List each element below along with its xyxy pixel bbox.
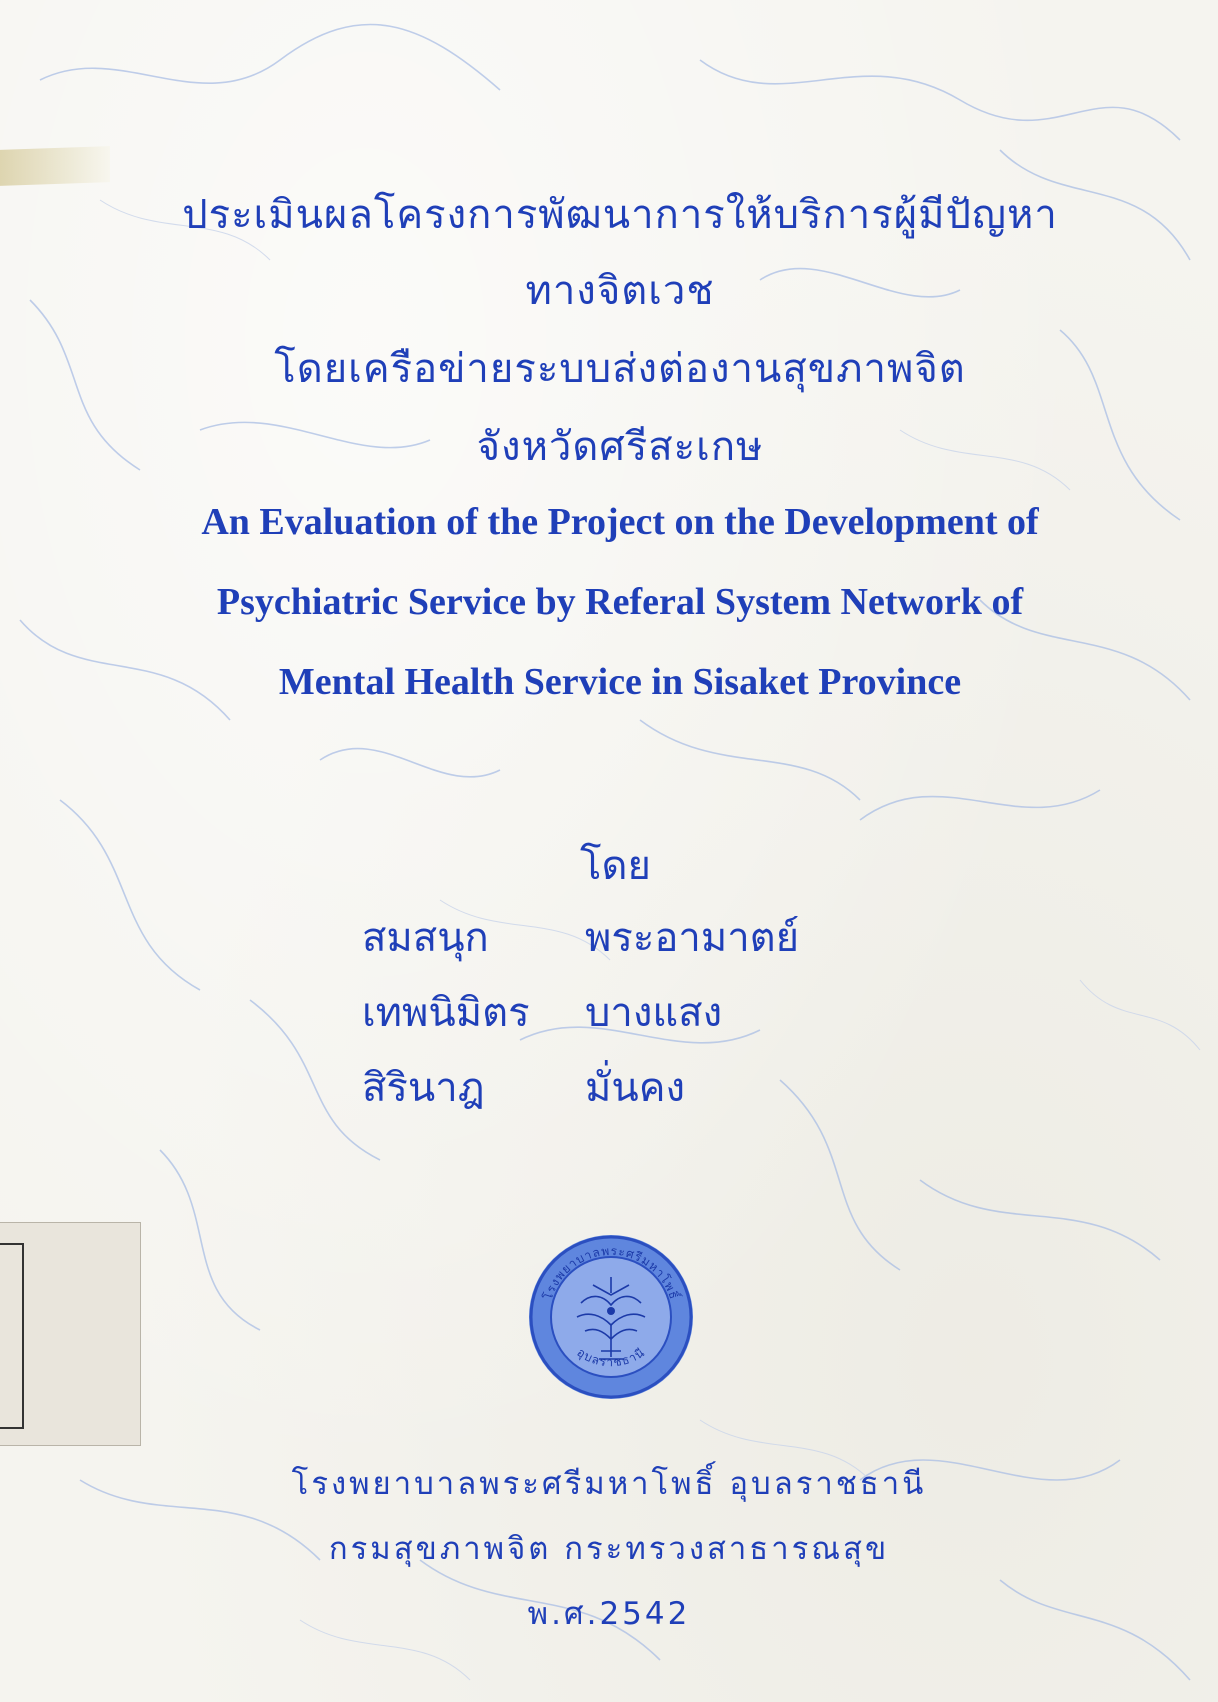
author-row bbox=[0, 905, 1218, 965]
author-first-name: สิรินาฎ bbox=[362, 1065, 485, 1111]
library-spine-label bbox=[0, 1222, 141, 1446]
title-thai-line-4: จังหวัดศรีสะเกษ bbox=[476, 424, 764, 470]
title-english-line-2: Psychiatric Service by Referal System Network of bbox=[216, 581, 1024, 623]
author-row bbox=[0, 1055, 1218, 1115]
publisher-hospital: โรงพยาบาลพระศรีมหาโพธิ์ อุบลราชธานี bbox=[291, 1466, 927, 1502]
author-first-name: สมสนุก bbox=[362, 915, 489, 961]
by-label: โดย bbox=[580, 843, 651, 889]
title-thai-line-2: ทางจิตเวช bbox=[525, 268, 715, 314]
label-slot-bracket bbox=[0, 1243, 24, 1429]
publisher-department: กรมสุขภาพจิต กระทรวงสาธารณสุข bbox=[328, 1531, 890, 1567]
seal-text-top: โรงพยาบาลพระศรีมหาโพธิ์ bbox=[540, 1243, 682, 1302]
hospital-seal-icon bbox=[527, 1233, 695, 1401]
title-thai-line-3: โดยเครือข่ายระบบส่งต่องานสุขภาพจิต bbox=[274, 346, 966, 392]
seal-text-bottom: อุบลราชธานี bbox=[574, 1345, 648, 1370]
author-last-name: มั่นคง bbox=[585, 1065, 685, 1111]
author-last-name: บางแสง bbox=[585, 990, 723, 1036]
author-row bbox=[0, 980, 1218, 1040]
title-thai-line-1: ประเมินผลโครงการพัฒนาการให้บริการผู้มีปัญหา bbox=[182, 192, 1058, 238]
author-last-name: พระอามาตย์ bbox=[585, 915, 800, 961]
title-english-line-3: Mental Health Service in Sisaket Province bbox=[278, 661, 962, 703]
author-first-name: เทพนิมิตร bbox=[362, 990, 530, 1036]
binding-tape bbox=[0, 146, 110, 186]
publication-year: พ.ศ.2542 bbox=[527, 1596, 691, 1632]
title-english-line-1: An Evaluation of the Project on the Development of bbox=[201, 501, 1039, 543]
